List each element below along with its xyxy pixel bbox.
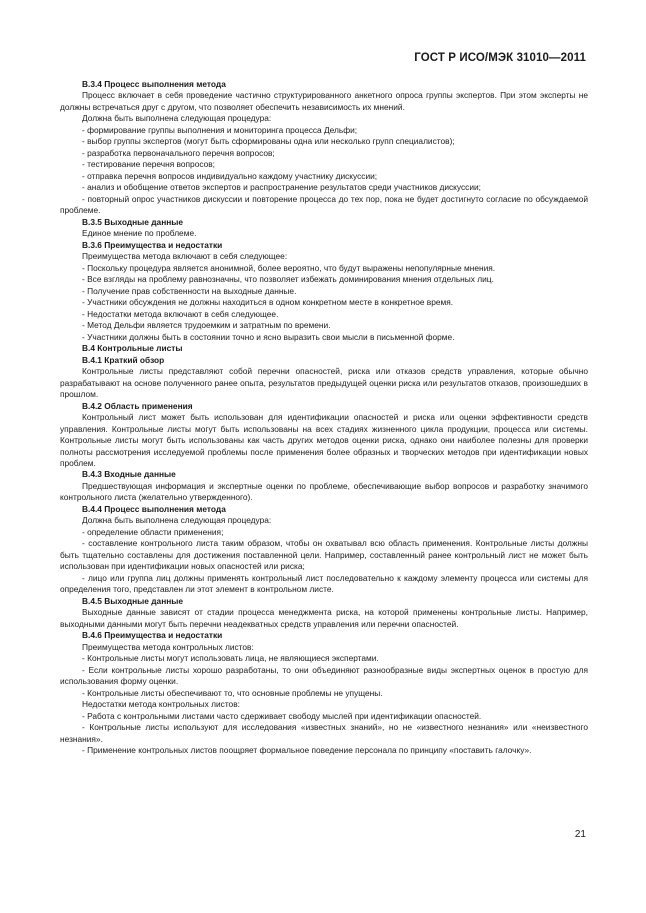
section-heading: B.4 Контрольные листы [82, 343, 183, 354]
section-heading: B.4.6 Преимущества и недостатки [82, 630, 223, 641]
paragraph: - формирование группы выполнения и мониторинга процесса Дельфи; [82, 124, 358, 135]
section-heading: B.4.4 Процесс выполнения метода [82, 503, 226, 514]
paragraph: Преимущества метода включают в себя следующее: [82, 251, 288, 262]
paragraph: - Все взгляды на проблему равнозначны, что позволяет избежать доминирования мнения отдельных лиц. [82, 274, 494, 285]
paragraph: - анализ и обобщение ответов экспертов и распространение результатов среди участников дискуссии; [82, 182, 481, 193]
paragraph: Выходные данные зависят от стадии процесса менеджмента риска, на которой применены контрольные листы. Например, выходными данными могут быть перечни неадекватных средств управления или перечни опасностей. [60, 607, 588, 629]
paragraph: - Если контрольные листы хорошо разработаны, то они объединяют разнообразные виды экспертных оценок в простую для использования форму оценки. [60, 664, 588, 687]
paragraph: - Контрольные листы могут использовать лица, не являющиеся экспертами. [82, 653, 379, 664]
paragraph: Контрольный лист может быть использован для идентификации опасностей и риска или оценки эффективности средств управления. Контрольные листы могут быть использованы на всех стадиях жизненного цикла продукции, процесса или системы. Контрольные листы могут быть использованы как часть других методов оценки риска, однако они наиболее полезны для проверки полноты рассмотрения исследуемой проблемы после применения более образных и творческих методов при идентификации новых проблем. [60, 412, 588, 468]
paragraph: - повторный опрос участников дискуссии и повторение процесса до тех пор, пока не будет достигнуто согласие по обсуждаемой проблеме. [60, 193, 588, 216]
section-heading: B.3.6 Преимущества и недостатки [82, 239, 223, 250]
section-heading: B.4.3 Входные данные [82, 469, 176, 480]
paragraph: - Участники обсуждения не должны находиться в одном конкретном месте в конкретное время. [82, 297, 454, 308]
paragraph: Контрольные листы представляют собой перечни опасностей, риска или отказов средств управления, которые обычно разрабатывают на основе полученного ранее опыта, результатов предыдущей оценки риска или результатов отказов, произошедших в прошлом. [60, 366, 588, 400]
paragraph: Процесс включает в себя проведение частично структурированного анкетного опроса группы экспертов. При этом эксперты не должны встречаться друг с другом, что позволяет обеспечить независимость их мнений. [60, 90, 588, 112]
section-heading: B.4.1 Краткий обзор [82, 354, 165, 365]
paragraph: Должна быть выполнена следующая процедура: [82, 113, 272, 124]
paragraph: - лицо или группа лиц должны применять контрольный лист последовательно к каждому элементу процесса или системы для определения того, представлен ли этот элемент в контрольном листе. [60, 572, 588, 595]
paragraph: - тестирование перечня вопросов; [82, 159, 215, 170]
section-heading: B.3.4 Процесс выполнения метода [82, 79, 226, 89]
standard-header: ГОСТ Р ИСО/МЭК 31010—2011 [414, 52, 586, 64]
paragraph: - разработка первоначального перечня вопросов; [82, 147, 275, 158]
section-heading: B.4.5 Выходные данные [82, 595, 184, 606]
paragraph: - составление контрольного листа таким образом, чтобы он охватывал всю область применения. Контрольные листы должны быть тщательно составлены для достижения поставленной цели. Например, составленный ранее контрольный лист не может быть использован при идентификации новых опасностей или риска; [60, 538, 588, 572]
paragraph: Недостатки метода контрольных листов: [82, 699, 240, 710]
paragraph: - Участники должны быть в состоянии точно и ясно выразить свои мысли в письменной форме. [82, 331, 455, 342]
paragraph: Преимущества метода контрольных листов: [82, 641, 254, 652]
document-body [60, 79, 588, 757]
paragraph: - Применение контрольных листов поощряет формальное поведение персонала по принципу «поставить галочку». [82, 745, 532, 756]
paragraph: - определение области применения; [82, 526, 224, 537]
paragraph: - выбор группы экспертов (могут быть сформированы одна или несколько групп специалистов); [82, 136, 455, 147]
paragraph: Единое мнение по проблеме. [82, 228, 197, 239]
section-heading: B.3.5 Выходные данные [82, 216, 184, 227]
paragraph: Должна быть выполнена следующая процедура: [82, 515, 272, 526]
paragraph: Предшествующая информация и экспертные оценки по проблеме, обеспечивающие выбор вопросов и разработку значимого контрольного листа (желательно утвержденного). [60, 480, 588, 503]
paragraph: - Поскольку процедура является анонимной, более вероятно, что будут выражены непопулярные мнения. [82, 262, 496, 273]
paragraph: - отправка перечня вопросов индивидуально каждому участнику дискуссии; [82, 170, 378, 181]
paragraph: - Контрольные листы обеспечивают то, что основные проблемы не упущены. [82, 687, 383, 698]
page-number: 21 [574, 829, 586, 840]
paragraph: - Недостатки метода включают в себя следующее. [82, 308, 279, 319]
section-heading: B.4.2 Область применения [82, 400, 193, 411]
paragraph: - Метод Дельфи является трудоемким и затратным по времени. [82, 320, 331, 331]
paragraph: - Работа с контрольными листами часто сдерживает свободу мыслей при идентификации опасностей. [82, 710, 482, 721]
paragraph: - Получение прав собственности на выходные данные. [82, 285, 297, 296]
paragraph: - Контрольные листы используют для исследования «известных знаний», но не «известного незнания» или «неизвестного незнания». [60, 722, 588, 744]
